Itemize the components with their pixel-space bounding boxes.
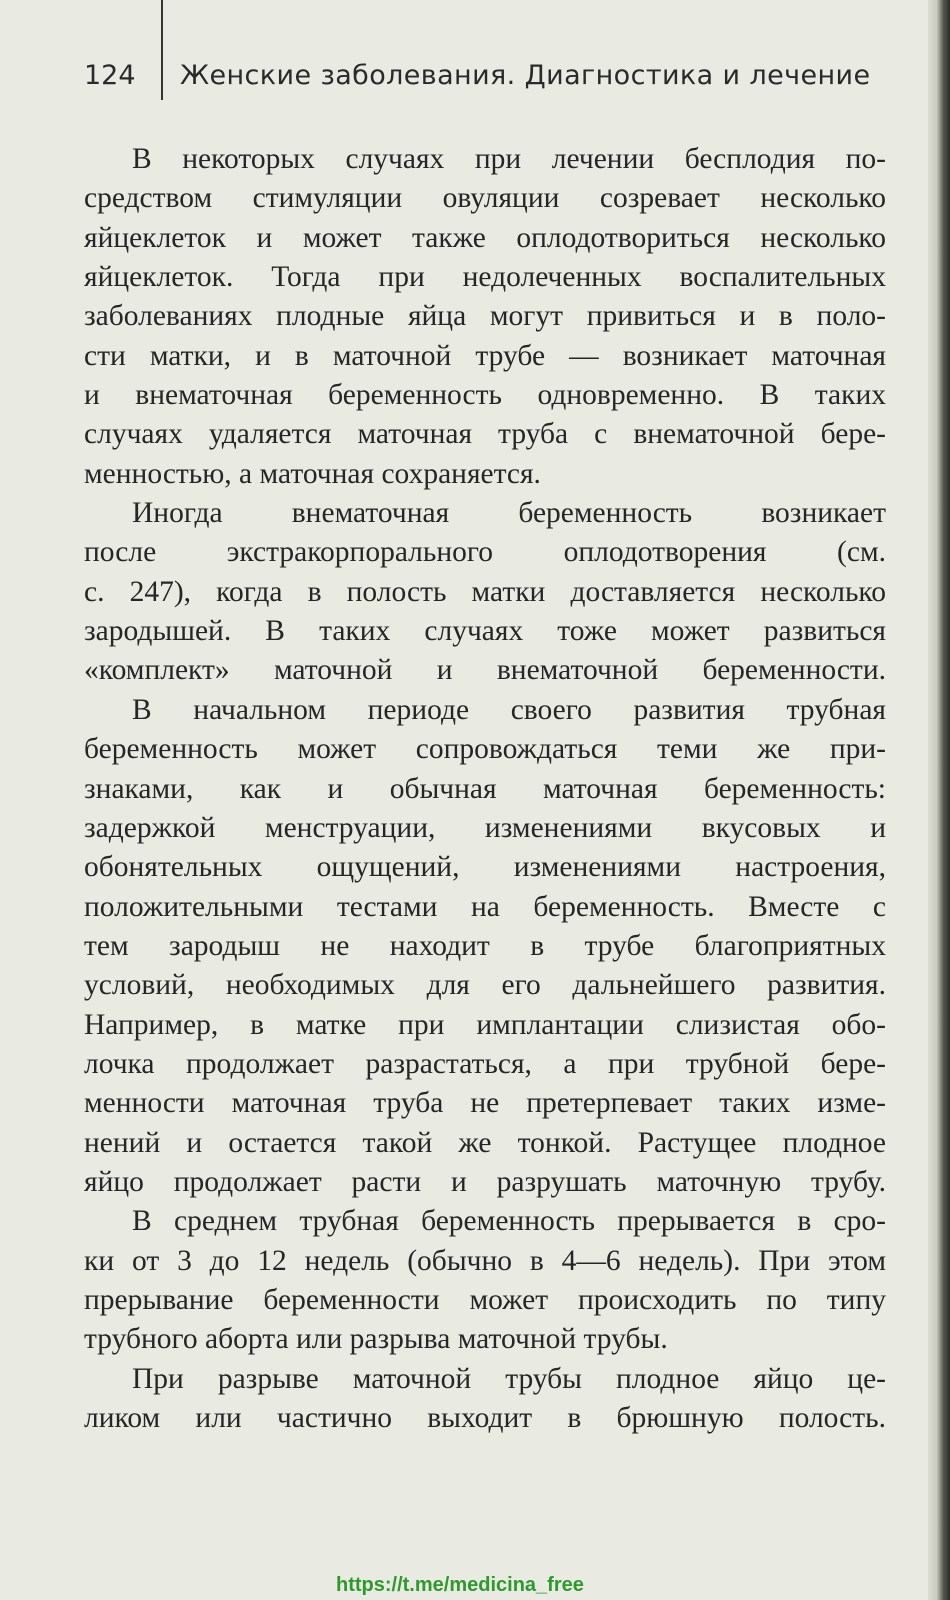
text-line: Например, в матке при имплантации слизистая обо- — [84, 1008, 886, 1041]
text-line: тем зародыш не находит в трубе благоприятных — [84, 929, 886, 962]
text-line: яйцеклеток. Тогда при недолеченных воспалительных — [84, 261, 886, 294]
text-line: положительными тестами на беременность. Вместе с — [84, 890, 886, 923]
text-line: лочка продолжает разрастаться, а при трубной бере- — [84, 1047, 886, 1080]
text-line: средством стимуляции овуляции созревает несколько — [84, 182, 886, 215]
text-line: менности маточная труба не претерпевает таких изме- — [84, 1087, 886, 1120]
text-line: знаками, как и обычная маточная беременность: — [84, 772, 886, 805]
text-line: условий, необходимых для его дальнейшего развития. — [84, 969, 886, 1002]
text-line: с. 247), когда в полость матки доставляется несколько — [84, 575, 886, 608]
text-line: обонятельных ощущений, изменениями настроения, — [84, 851, 886, 884]
text-line: беременность может сопровождаться теми же при- — [84, 733, 886, 766]
text-line: трубного аборта или разрыва маточной трубы. — [84, 1323, 668, 1356]
text-line: В некоторых случаях при лечении бесплодия по- — [132, 143, 886, 175]
text-line: При разрыве маточной трубы плодное яйцо це- — [132, 1362, 886, 1395]
text-line: В начальном периоде своего развития трубная — [132, 693, 886, 726]
text-line: В среднем трубная беременность прерывается в сро- — [132, 1205, 886, 1238]
text-line: «комплект» маточной и внематочной беременности. — [84, 654, 886, 687]
text-line: заболеваниях плодные яйца могут привиться и в поло- — [84, 300, 886, 333]
text-line: яйцеклеток и может также оплодотвориться несколько — [84, 221, 886, 254]
telegram-link[interactable]: https://t.me/medicina_free — [336, 1574, 584, 1596]
body-text — [84, 140, 886, 1438]
text-line: менностью, а маточная сохраняется. — [84, 457, 541, 490]
text-line: нений и остается такой же тонкой. Растущее плодное — [84, 1126, 886, 1159]
text-line: Иногда внематочная беременность возникает — [132, 497, 886, 530]
text-line: задержкой менструации, изменениями вкусовых и — [84, 811, 886, 844]
text-line: яйцо продолжает расти и разрушать маточную трубу. — [84, 1165, 886, 1198]
text-line: случаях удаляется маточная труба с внематочной бере- — [84, 418, 886, 451]
text-line: и внематочная беременность одновременно. В таких — [84, 379, 886, 412]
text-line: зародышей. В таких случаях тоже может развиться — [84, 615, 886, 648]
page-header — [0, 0, 950, 110]
text-line: ки от 3 до 12 недель (обычно в 4—6 недель). При этом — [84, 1244, 886, 1277]
text-line: после экстракорпорального оплодотворения (см. — [84, 536, 886, 569]
header-divider — [161, 0, 163, 100]
text-line: прерывание беременности может происходить по типу — [84, 1283, 886, 1316]
running-head: Женские заболевания. Диагностика и лечение — [180, 60, 871, 91]
text-line: ликом или частично выходит в брюшную полость. — [84, 1402, 886, 1434]
text-line: сти матки, и в маточной трубе — возникает маточная — [84, 339, 886, 372]
page-edge-shadow — [928, 0, 950, 1600]
page-number: 124 — [84, 60, 136, 91]
